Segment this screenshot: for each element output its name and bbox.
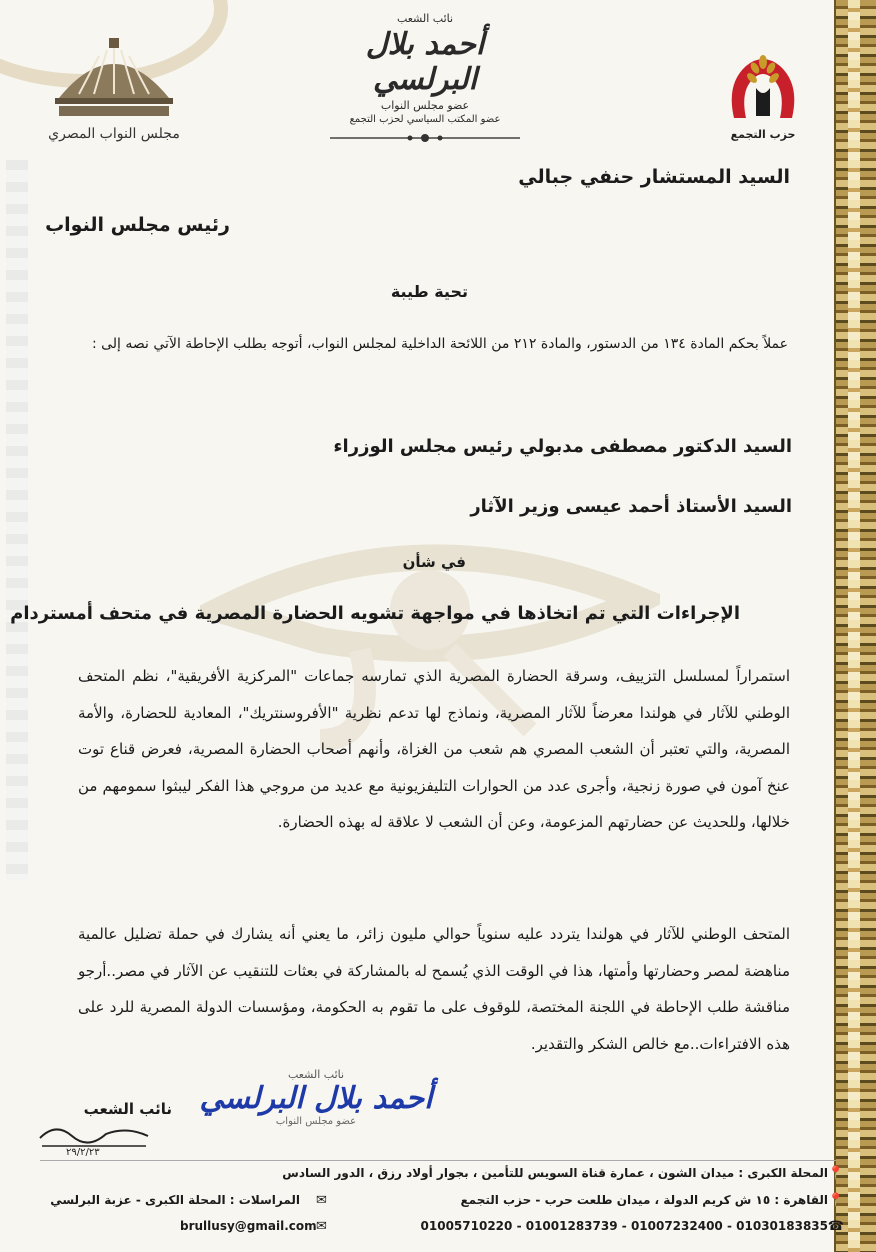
parliament-logo <box>44 36 184 148</box>
ornament-divider <box>330 131 520 145</box>
footer-address-mahalla: المحلة الكبرى : ميدان الشون ، عمارة قناة السويس للتأمين ، بجوار أولاد رزق ، الدور السادس <box>282 1166 828 1180</box>
location-pin-icon: 📍 <box>827 1166 844 1181</box>
mail-icon: ✉ <box>316 1193 327 1208</box>
footer-phones: 01030183835 - 01007232400 - 01001283739 - 01005710220 <box>420 1219 828 1233</box>
left-watermark-strip <box>6 160 28 880</box>
svg-text:٢٩/٢/٢٣: ٢٩/٢/٢٣ <box>66 1147 100 1156</box>
email-icon: ✉ <box>316 1219 327 1234</box>
stamp-role: نائب الشعب <box>287 1068 345 1081</box>
signature-label: نائب الشعب <box>83 1100 172 1118</box>
parliament-logo-caption: مجلس النواب المصري <box>48 126 180 142</box>
body-paragraph-1: استمراراً لمسلسل التزييف، وسرقة الحضارة المصرية الذي تمارسه جماعات "المركزية الأفريقية"، نظم المتحف الوطني للآثار في هولندا معرضاً للآثار المصرية، ونماذج لها تدعم نظرية "الأفروسنتريك"، المعادية للحضارة، والأمة المصرية، والتي تعتبر أن الشعب المصري هم شعب من الغزاة، وأنهم أصحاب الحضارة المصرية، فعرض قناع توت عنخ آمون في صورة زنجية، وأجرى عدد من الحوارات التليفزيونية مع عديد من مروجي هذا الفكر ليبثوا سمومهم من خلالها، وللحديث عن حضارتهم المزعومة، وعن أن الشعب لا علاقة له بهذه الحضارة. <box>78 667 790 831</box>
recipient-prime-minister: السيد الدكتور مصطفى مدبولي رئيس مجلس الوزراء <box>333 436 792 457</box>
location-pin-icon: 📍 <box>827 1193 844 1208</box>
stamp-name: أحمد بلال البرلسي <box>199 1081 433 1116</box>
header-name: أحمد بلال البرلسي <box>365 27 485 97</box>
letterhead-center <box>318 12 532 149</box>
party-logo <box>722 46 804 146</box>
header-role: نائب الشعب <box>396 12 454 25</box>
addressee-name: السيد المستشار حنفي جبالي <box>518 166 790 188</box>
intro-paragraph: عملاً بحكم المادة ١٣٤ من الدستور، والمادة ٢١٢ من اللائحة الداخلية لمجلس النواب، أتوجه بطلب الإحاطة الآتي نصه إلى : <box>91 336 788 352</box>
stamp-sub: عضو مجلس النواب <box>275 1116 357 1127</box>
party-emblem-icon <box>724 46 802 126</box>
header-line1: عضو مجلس النواب <box>380 99 470 112</box>
header-line2: عضو المكتب السياسي لحزب التجمع <box>349 114 501 125</box>
subject-line: الإجراءات التي تم اتخاذها في مواجهة تشويه الحضارة المصرية في متحف أمستردام <box>10 603 740 624</box>
body-paragraph-2: المتحف الوطني للآثار في هولندا يتردد عليه سنوياً حوالي مليون زائر، ما يعني أنه يشارك في حملة تضليل عالمية مناهضة لمصر وحضارتها وأمتها، هذا في الوقت الذي يُسمح له بالمشاركة في بعثات للتنقيب عن الآثار في مصر..أرجو مناقشة طلب الإحاطة في اللجنة المختصة، للوقوف على ما تقوم به الحكومة، ومؤسسات الدولة المصرية للرد على هذه الافتراءات..مع خالص الشكر والتقدير. <box>78 925 790 1053</box>
signature-stamp <box>196 1068 436 1152</box>
gold-border-strip <box>834 0 876 1252</box>
dome-icon <box>49 36 179 118</box>
footer-correspondence: المراسلات : المحلة الكبرى - عزبة البرلسي <box>50 1193 300 1207</box>
recipient-antiquities-minister: السيد الأستاذ أحمد عيسى وزير الآثار <box>470 496 792 517</box>
phone-icon: ☎ <box>827 1219 844 1234</box>
addressee-title: رئيس مجلس النواب <box>45 214 230 236</box>
footer-email[interactable]: brullusy@gmail.com <box>180 1219 317 1233</box>
about-label: في شأن <box>402 553 466 571</box>
handwritten-date-signature <box>36 1118 156 1156</box>
footer-address-cairo: القاهرة : ١٥ ش كريم الدولة ، ميدان طلعت حرب - حزب التجمع <box>460 1193 828 1207</box>
greeting: تحية طيبة <box>390 282 468 301</box>
party-logo-caption: حزب التجمع <box>730 128 796 141</box>
footer-divider <box>40 1160 836 1161</box>
